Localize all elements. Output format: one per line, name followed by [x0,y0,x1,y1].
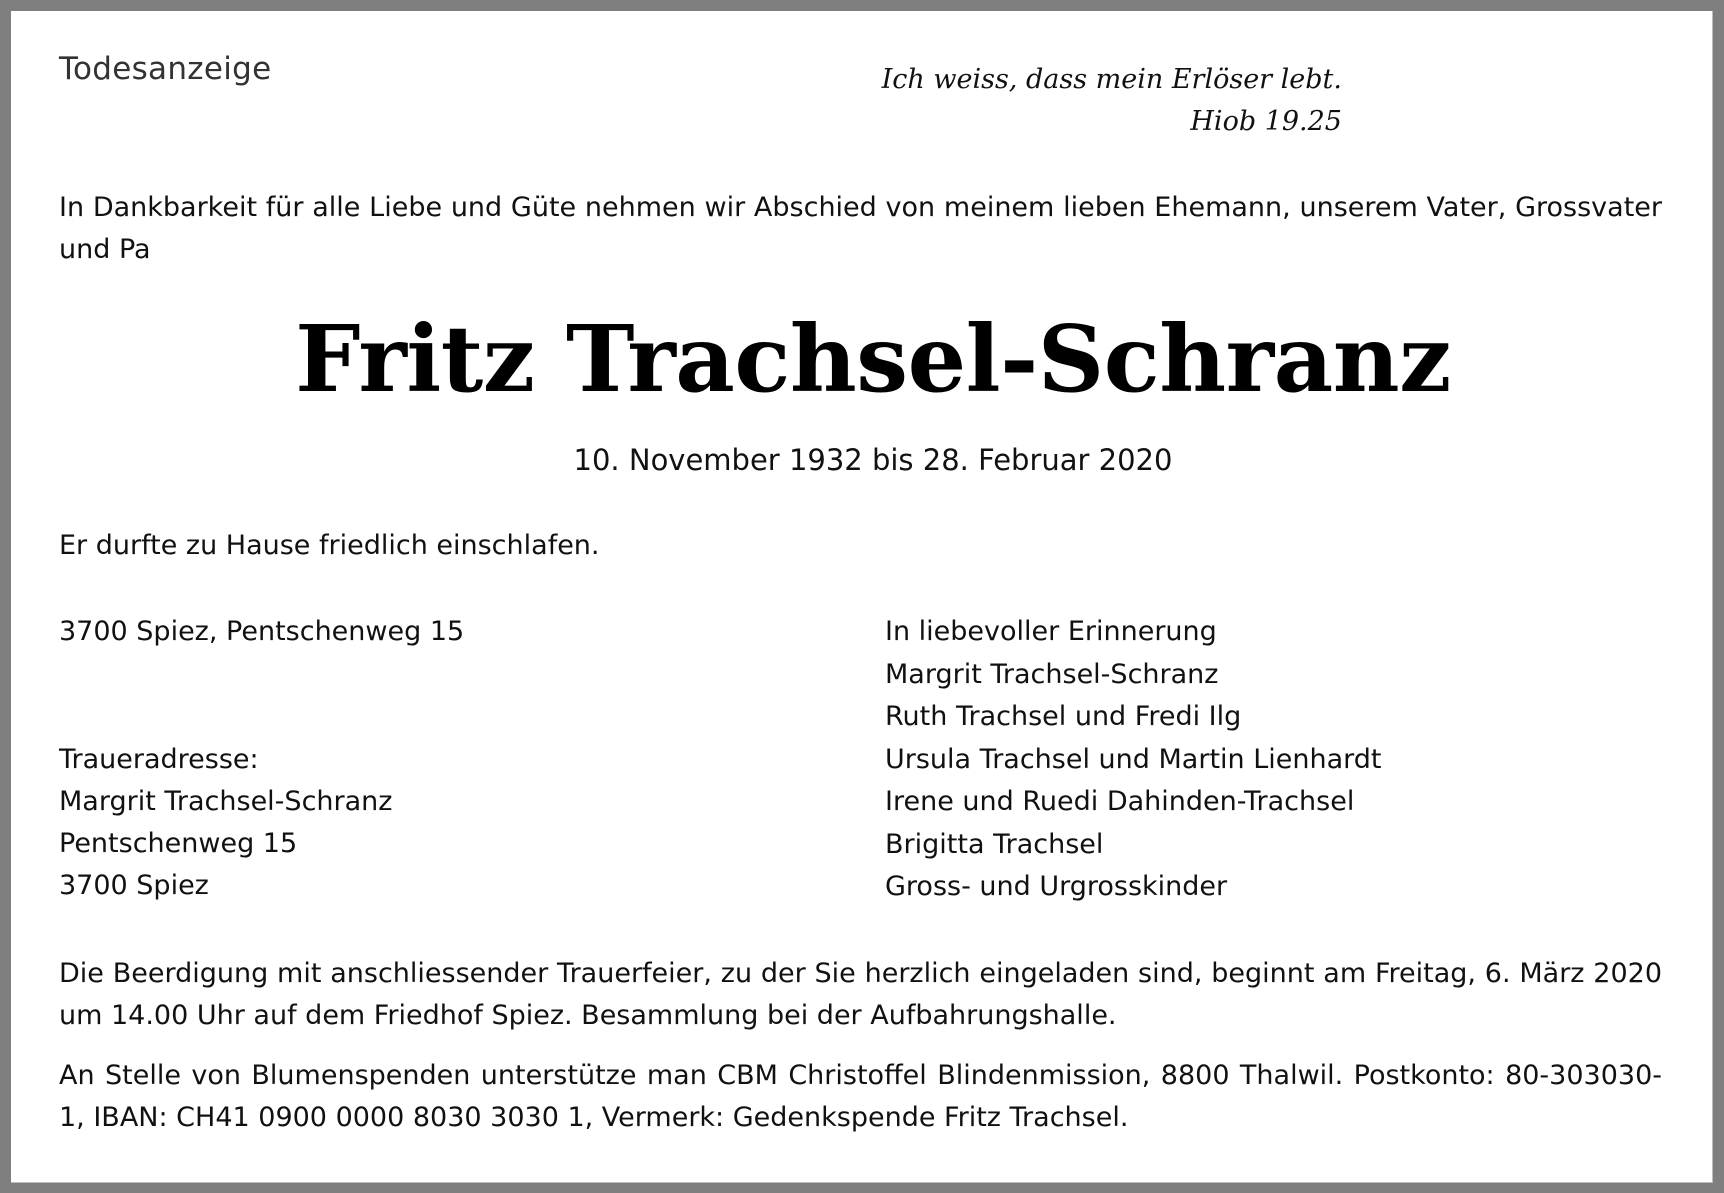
mourning-address-label: Traueradresse: [59,744,259,775]
passing-text: Er durfte zu Hause friedlich einschlafen. [59,530,600,561]
deceased-name: Fritz Trachsel-Schranz [295,305,1451,413]
signer-name: Irene und Ruedi Dahinden-Trachsel [885,786,1355,817]
obituary-page [11,11,1713,1183]
notice-type-label: Todesanzeige [59,51,272,87]
intro-paragraph: In Dankbarkeit für alle Liebe und Güte nehmen wir Abschied von meinem lieben Ehemann, unserem Vater, Grossvater und Pa [59,192,1662,265]
signer-name: Gross- und Urgrosskinder [885,871,1228,902]
quote-reference: Hiob 19.25 [1190,106,1342,137]
donation-paragraph: An Stelle von Blumenspenden unterstütze man CBM Christoffel Blindenmission, 8800 Thalwil. Postkonto: 80-303030-1, IBAN: CH41 0900 0000 8030 3030 1, Vermerk: Gedenkspende Fritz Trachsel. [59,1060,1662,1133]
mourning-address-line: 3700 Spiez [59,870,209,901]
mourning-address-line: Margrit Trachsel-Schranz [59,786,393,817]
mourning-address [59,739,392,907]
home-address: 3700 Spiez, Pentschenweg 15 [59,616,465,647]
bible-quote [851,59,1342,143]
quote-text: Ich weiss, dass mein Erlöser lebt. [881,64,1342,95]
signer-name: Brigitta Trachsel [885,828,1104,860]
signers-list [885,611,1382,909]
life-dates: 10. November 1932 bis 28. Februar 2020 [573,443,1173,477]
signer-name: Ursula Trachsel und Martin Lienhardt [885,743,1382,775]
signer-name: Ruth Trachsel und Fredi Ilg [885,701,1242,732]
signer-name: Margrit Trachsel-Schranz [885,658,1219,690]
signers-heading: In liebevoller Erinnerung [885,616,1217,647]
funeral-paragraph: Die Beerdigung mit anschliessender Trauerfeier, zu der Sie herzlich eingeladen sind, beginnt am Freitag, 6. März 2020 um 14.00 Uhr auf dem Friedhof Spiez. Besammlung bei der Aufbahrungshalle. [59,958,1662,1031]
mourning-address-line: Pentschenweg 15 [59,828,298,859]
